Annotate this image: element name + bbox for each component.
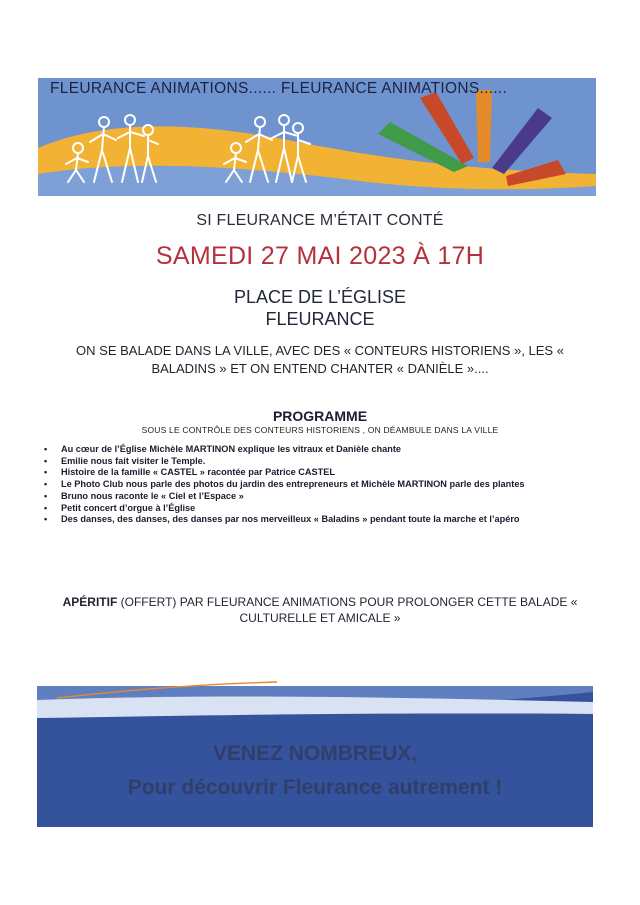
bullet-icon: • — [44, 479, 48, 490]
list-item — [40, 479, 560, 491]
bullet-icon: • — [44, 444, 48, 454]
place-line-1: PLACE DE L’ÉGLISE — [233, 287, 407, 307]
footer-banner — [37, 672, 593, 827]
list-item-text: Le Photo Club nous parle des photos du jardin des entrepreneurs et Michèle MARTINON parle des plantes — [61, 479, 525, 490]
event-date: SAMEDI 27 MAI 2023 À 17H — [155, 242, 485, 270]
header-banner — [38, 78, 596, 196]
footer-line-1: VENEZ NOMBREUX, — [212, 742, 418, 765]
event-subtitle: SI FLEURANCE M’ÉTAIT CONTÉ — [196, 212, 444, 229]
bullet-icon: • — [44, 467, 48, 478]
aperitif-text: PAR FLEURANCE ANIMATIONS POUR PROLONGER CETTE BALADE « CULTURELLE ET AMICALE » — [179, 595, 578, 625]
programme-title: PROGRAMME — [272, 408, 368, 424]
ray-orange — [476, 90, 492, 162]
bullet-icon: • — [44, 455, 48, 466]
bullet-icon: • — [44, 490, 48, 501]
place-line-2: FLEURANCE — [265, 309, 375, 329]
list-item-text: Emilie nous fait visiter le Temple. — [61, 455, 206, 466]
list-item-text: Au cœur de l’Église Michèle MARTINON explique les vitraux et Danièle chante — [61, 444, 402, 454]
list-item — [40, 456, 560, 468]
aperitif-free: (OFFERT) — [120, 595, 177, 609]
aperitif-note — [60, 594, 580, 626]
list-item — [40, 467, 560, 479]
footer-line-2: Pour découvrir Fleurance autrement ! — [127, 776, 503, 799]
list-item-text: Petit concert d’orgue à l’Église — [61, 502, 196, 513]
programme-subtitle: SOUS LE CONTRÔLE DES CONTEURS HISTORIENS , ON DÉAMBULE DANS LA VILLE — [141, 425, 499, 435]
banner-title: FLEURANCE ANIMATIONS...... FLEURANCE ANIMATIONS...... — [50, 80, 508, 97]
list-item — [40, 444, 560, 456]
bullet-icon: • — [44, 502, 48, 513]
list-item — [40, 503, 560, 515]
list-item — [40, 514, 560, 526]
event-intro: ON SE BALADE DANS LA VILLE, AVEC DES « CONTEURS HISTORIENS », LES « BALADINS » ET ON ENTEND CHANTER « DANIÈLE ».... — [76, 343, 564, 376]
bullet-icon: • — [44, 514, 48, 525]
list-item-text: Des danses, des danses, des danses par nos merveilleux « Baladins » pendant toute la marche et l’apéro — [61, 514, 520, 525]
event-place — [0, 286, 640, 330]
aperitif-label: APÉRITIF — [62, 595, 118, 609]
list-item-text: Histoire de la famille « CASTEL » racontée par Patrice CASTEL — [61, 467, 336, 478]
list-item — [40, 491, 560, 503]
list-item-text: Bruno nous raconte le « Ciel et l’Espace » — [61, 490, 244, 501]
programme-list — [40, 444, 560, 526]
